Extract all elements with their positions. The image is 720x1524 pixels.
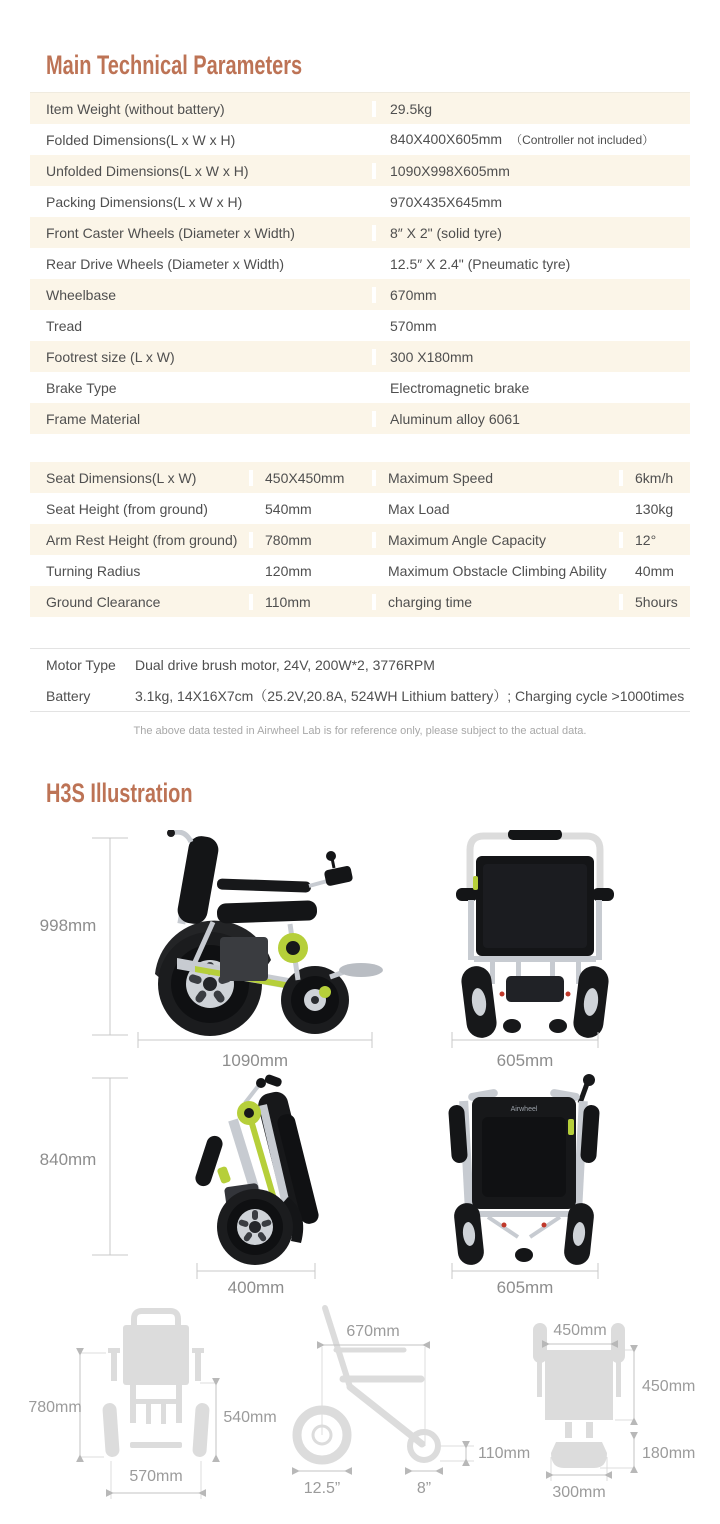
param-label: Item Weight (without battery) xyxy=(46,100,225,117)
param-label: Maximum Obstacle Climbing Ability xyxy=(372,563,619,579)
dimension-label: 840mm xyxy=(39,1150,97,1169)
param-value: 670mm xyxy=(372,287,690,303)
illustration-title: H3S Illustration xyxy=(46,778,193,808)
param-value: 5hours xyxy=(619,594,690,610)
dimension-label: 300mm xyxy=(552,1484,606,1501)
table-row xyxy=(30,680,690,711)
dimension-label: 450mm xyxy=(553,1322,607,1339)
param-label: Brake Type xyxy=(46,379,117,396)
param-value-text: 840X400X605mm xyxy=(390,131,503,147)
param-label: Folded Dimensions(L x W x H) xyxy=(46,131,236,148)
param-label: Packing Dimensions(L x W x H) xyxy=(46,193,243,210)
table-row xyxy=(30,403,690,434)
param-value xyxy=(372,131,690,148)
param-label: Turning Radius xyxy=(46,562,141,579)
table-row xyxy=(30,462,690,493)
dimension-label: 605mm xyxy=(496,1278,554,1295)
param-value: 110mm xyxy=(249,594,372,610)
table-row xyxy=(30,493,690,524)
param-label: Ground Clearance xyxy=(46,593,161,610)
dimension-line-folded-width xyxy=(197,1263,315,1295)
photo-unfolded-side-view xyxy=(155,830,383,1036)
dimension-label: 780mm xyxy=(28,1399,82,1416)
dimension-line-unfolded-height xyxy=(40,838,128,1035)
param-value: 12° xyxy=(619,532,690,548)
param-label: Wheelbase xyxy=(46,286,117,303)
param-label: Maximum Angle Capacity xyxy=(372,532,619,548)
dimension-label: 110mm xyxy=(478,1445,531,1462)
param-value: 8″ X 2" (solid tyre) xyxy=(372,225,690,241)
dimension-label: 540mm xyxy=(223,1409,277,1426)
param-label: Rear Drive Wheels (Diameter x Width) xyxy=(46,255,285,272)
param-value: 780mm xyxy=(249,532,372,548)
param-value: 970X435X645mm xyxy=(372,194,690,210)
table-row xyxy=(30,524,690,555)
dimension-label: 400mm xyxy=(227,1278,285,1295)
dimension-line-folded-height xyxy=(40,1078,128,1255)
table-row xyxy=(30,93,690,124)
dimension-line-folded-rear-width xyxy=(452,1263,598,1295)
diagram-top-outline xyxy=(533,1322,695,1501)
param-label: Front Caster Wheels (Diameter x Width) xyxy=(46,224,295,241)
param-label: Tread xyxy=(46,317,83,334)
dimension-label: 670mm xyxy=(346,1323,400,1340)
param-label: Seat Height (from ground) xyxy=(46,500,208,517)
main-parameters-table xyxy=(30,92,690,434)
param-label: Max Load xyxy=(372,501,619,517)
table-row xyxy=(30,248,690,279)
table-row xyxy=(30,649,690,680)
param-label: Unfolded Dimensions(L x W x H) xyxy=(46,162,249,179)
dimension-label: 1090mm xyxy=(221,1051,289,1070)
disclaimer-note: The above data tested in Airwheel Lab is for reference only, please subject to the actual data. xyxy=(133,725,587,737)
photo-folded-rear-view xyxy=(448,1074,600,1266)
dimension-label: 8” xyxy=(416,1480,432,1497)
dimension-diagrams xyxy=(0,1295,720,1524)
diagram-front-outline xyxy=(28,1311,276,1499)
param-value: 29.5kg xyxy=(372,101,690,117)
illustration-figure xyxy=(0,830,720,1295)
dimension-line-unfolded-width xyxy=(452,1032,598,1070)
param-value: 570mm xyxy=(372,318,690,334)
dimension-label: 450mm xyxy=(642,1378,696,1395)
dimension-label: 12.5” xyxy=(303,1480,341,1497)
param-value: 300 X180mm xyxy=(372,349,690,365)
param-label: charging time xyxy=(372,594,619,610)
brand-label: Airwheel xyxy=(510,1106,538,1113)
param-value: 130kg xyxy=(619,501,690,517)
param-label: Frame Material xyxy=(46,410,141,427)
param-value: 6km/h xyxy=(619,470,690,486)
param-value: Electromagnetic brake xyxy=(372,380,690,396)
param-value: 1090X998X605mm xyxy=(372,163,690,179)
param-label: Seat Dimensions(L x W) xyxy=(46,469,197,486)
dimension-line-unfolded-length xyxy=(138,1032,372,1070)
secondary-parameters-table xyxy=(30,462,690,617)
table-row xyxy=(30,155,690,186)
table-row xyxy=(30,586,690,617)
param-label: Motor Type xyxy=(46,656,116,673)
param-label: Battery xyxy=(46,687,91,704)
page-title: Main Technical Parameters xyxy=(46,50,303,80)
param-value: 12.5″ X 2.4" (Pneumatic tyre) xyxy=(372,256,690,272)
photo-unfolded-front-view xyxy=(456,830,614,1040)
table-row xyxy=(30,372,690,403)
param-label: Arm Rest Height (from ground) xyxy=(46,531,238,548)
dimension-label: 605mm xyxy=(496,1051,554,1070)
param-value: 3.1kg, 14X16X7cm（25.2V,20.8A, 524WH Lithium battery）; Charging cycle >1000times xyxy=(135,687,685,704)
dimension-label: 180mm xyxy=(642,1445,696,1462)
param-value: 450X450mm xyxy=(249,470,372,486)
param-label: Footrest size (L x W) xyxy=(46,348,175,365)
dimension-label: 998mm xyxy=(39,916,97,935)
diagram-side-outline xyxy=(297,1308,530,1497)
photo-folded-side-view xyxy=(193,1074,320,1265)
motor-battery-table xyxy=(30,648,690,712)
param-value: Dual drive brush motor, 24V, 200W*2, 3776RPM xyxy=(135,656,435,673)
dimension-label: 570mm xyxy=(129,1468,183,1485)
param-value: 540mm xyxy=(249,501,372,517)
param-label: Maximum Speed xyxy=(372,470,619,486)
table-row xyxy=(30,217,690,248)
table-row xyxy=(30,279,690,310)
param-value: 40mm xyxy=(619,563,690,579)
table-row xyxy=(30,341,690,372)
table-row xyxy=(30,186,690,217)
table-row xyxy=(30,310,690,341)
param-value: Aluminum alloy 6061 xyxy=(372,411,690,427)
param-value-note: （Controller not included） xyxy=(510,133,655,147)
table-row xyxy=(30,555,690,586)
table-row xyxy=(30,124,690,155)
param-value: 120mm xyxy=(249,563,372,579)
